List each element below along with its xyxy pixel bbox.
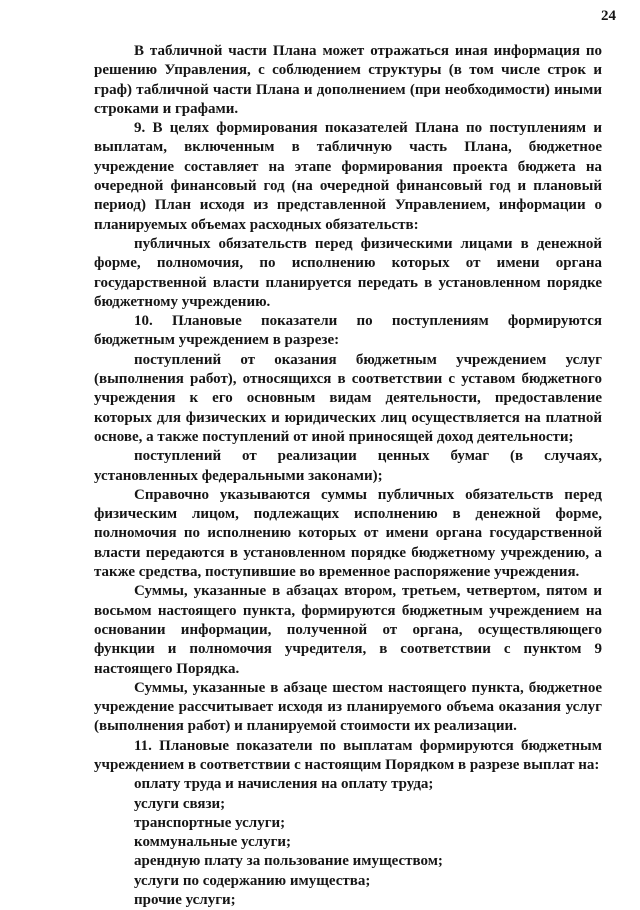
paragraph: В табличной части Плана может отражаться иная информация по решению Управления, с соблюдением структуры (в том числе строк и граф) табличной части Плана и дополнением (при необходимости) иными строками и графами.	[94, 43, 602, 117]
page-number: 24	[601, 8, 616, 24]
list-item: оплату труда и начисления на оплату труда;	[134, 776, 434, 793]
list-item: прочие услуги;	[134, 892, 236, 909]
paragraph: поступлений от реализации ценных бумаг (в случаях, установленных федеральными законами);	[94, 448, 602, 484]
document-body	[94, 42, 602, 910]
paragraph: 10. Плановые показатели по поступлениям формируются бюджетным учреждением в разрезе:	[94, 313, 602, 349]
paragraph: Справочно указываются суммы публичных обязательств перед физическим лицом, подлежащих исполнению в денежной форме, полномочия по исполнению которых от имени органа государственной власти передаются в установленном порядке бюджетному учреждению, а также средства, поступившие во временное распоряжение учреждения.	[94, 486, 602, 581]
paragraph: Суммы, указанные в абзаце шестом настоящего пункта, бюджетное учреждение рассчитывает исходя из планируемого объема оказания услуг (выполнения работ) и планируемой стоимости их реализации.	[94, 679, 602, 735]
paragraph: Суммы, указанные в абзацах втором, третьем, четвертом, пятом и восьмом настоящего пункта, формируются бюджетным учреждением на основании информации, полученной от органа, осуществляющего функции и полномочия учредителя, в соответствии с пунктом 9 настоящего Порядка.	[94, 583, 602, 677]
list-item: арендную плату за пользование имуществом;	[134, 853, 443, 870]
paragraph: публичных обязательств перед физическими лицами в денежной форме, полномочия, по исполнению которых от имени органа государственной власти планируется передать в установленном порядке бюджетному учреждению.	[94, 235, 602, 310]
paragraph: поступлений от оказания бюджетным учреждением услуг (выполнения работ), относящихся в соответствии с уставом бюджетного учреждения к его основным видам деятельности, предоставление которых для физических и юридических лиц осуществляется на платной основе, а также поступлений от иной приносящей доход деятельности;	[94, 351, 602, 445]
paragraph: 9. В целях формирования показателей Плана по поступлениям и выплатам, включенным в табличную часть Плана, бюджетное учреждение составляет на этапе формирования проекта бюджета на очередной финансовый год (на очередной финансовый год и плановый период) План исходя из представленной Управлением, информации о планируемых объемах расходных обязательств:	[94, 120, 602, 233]
paragraph: 11. Плановые показатели по выплатам формируются бюджетным учреждением в соответствии с настоящим Порядком в разрезе выплат на:	[94, 737, 602, 773]
list-item: услуги по содержанию имущества;	[134, 872, 371, 889]
list-item: услуги связи;	[134, 795, 226, 812]
list-item: коммунальные услуги;	[134, 834, 292, 851]
list-item: транспортные услуги;	[134, 814, 286, 831]
